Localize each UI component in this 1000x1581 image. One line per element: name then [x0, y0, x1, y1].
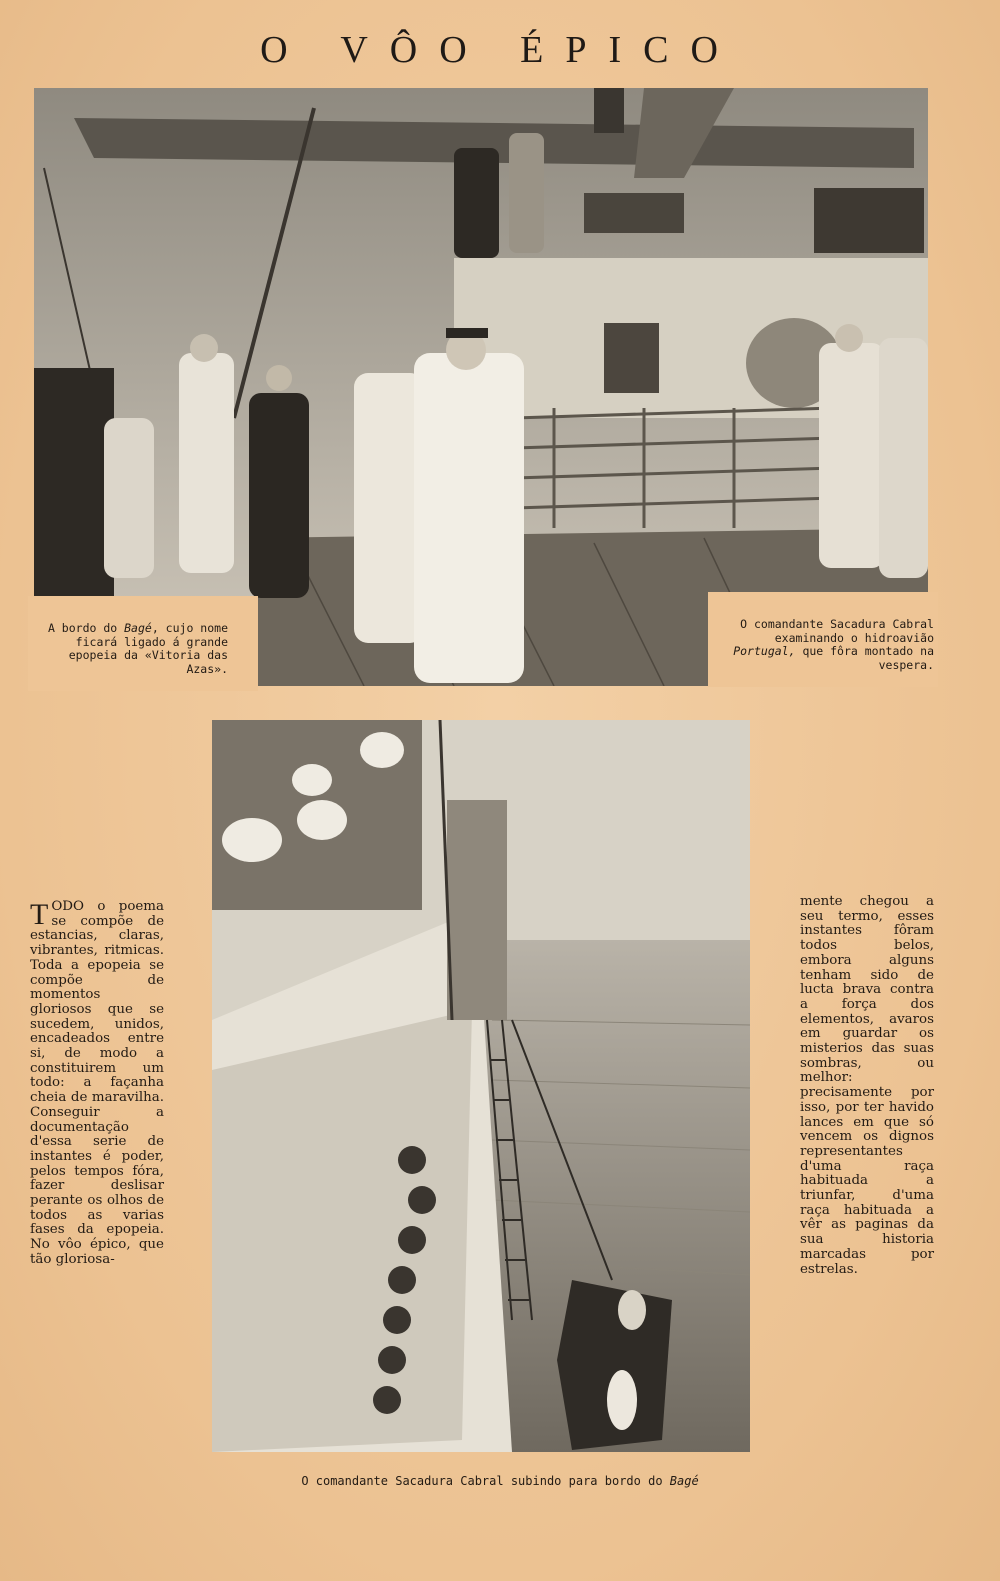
caption-top-right: O comandante Sacadura Cabral examinando o hidroavião Portugal, que fôra montado na vespera. [733, 617, 934, 672]
article-dropcap: T [30, 898, 49, 931]
page-title: O VÔO ÉPICO [260, 29, 740, 71]
caption-top-left: A bordo do Bagé, cujo nome ficará ligado á grande epopeia da «Vitoria das Azas». [47, 621, 228, 676]
article-left-column: TODO o poema se compõe de estancias, claras, vibrantes, ritmicas. Toda a epopeia se compõe de momentos gloriosos que se sucedem, unidos, encadeados entre si, de modo a constituirem um todo: a façanha cheia de maravilha. Conseguir a documentação d'essa serie de instantes é poder, pelos tempos fóra, fazer deslisar perante os olhos de todos as varias fases da epopeia. No vôo épico, que tão gloriosa- [30, 898, 164, 1267]
caption-bottom: O comandante Sacadura Cabral subindo para bordo do Bagé [301, 1474, 699, 1488]
photo-boarding-ladder [212, 720, 750, 1452]
article-right-column: mente chegou a seu termo, esses instantes fôram todos belos, embora alguns tenham sido de lucta brava contra a força dos elementos, avaros em guardar os misterios das suas sombras, ou melhor: precisamente por isso, por ter havido lances em que só vencem os dignos representantes d'uma raça habituada a triunfar, d'uma raça habituada a vêr as paginas da sua historia marcadas por estrelas. [800, 894, 934, 1277]
ladder-photo-image [212, 720, 750, 1452]
